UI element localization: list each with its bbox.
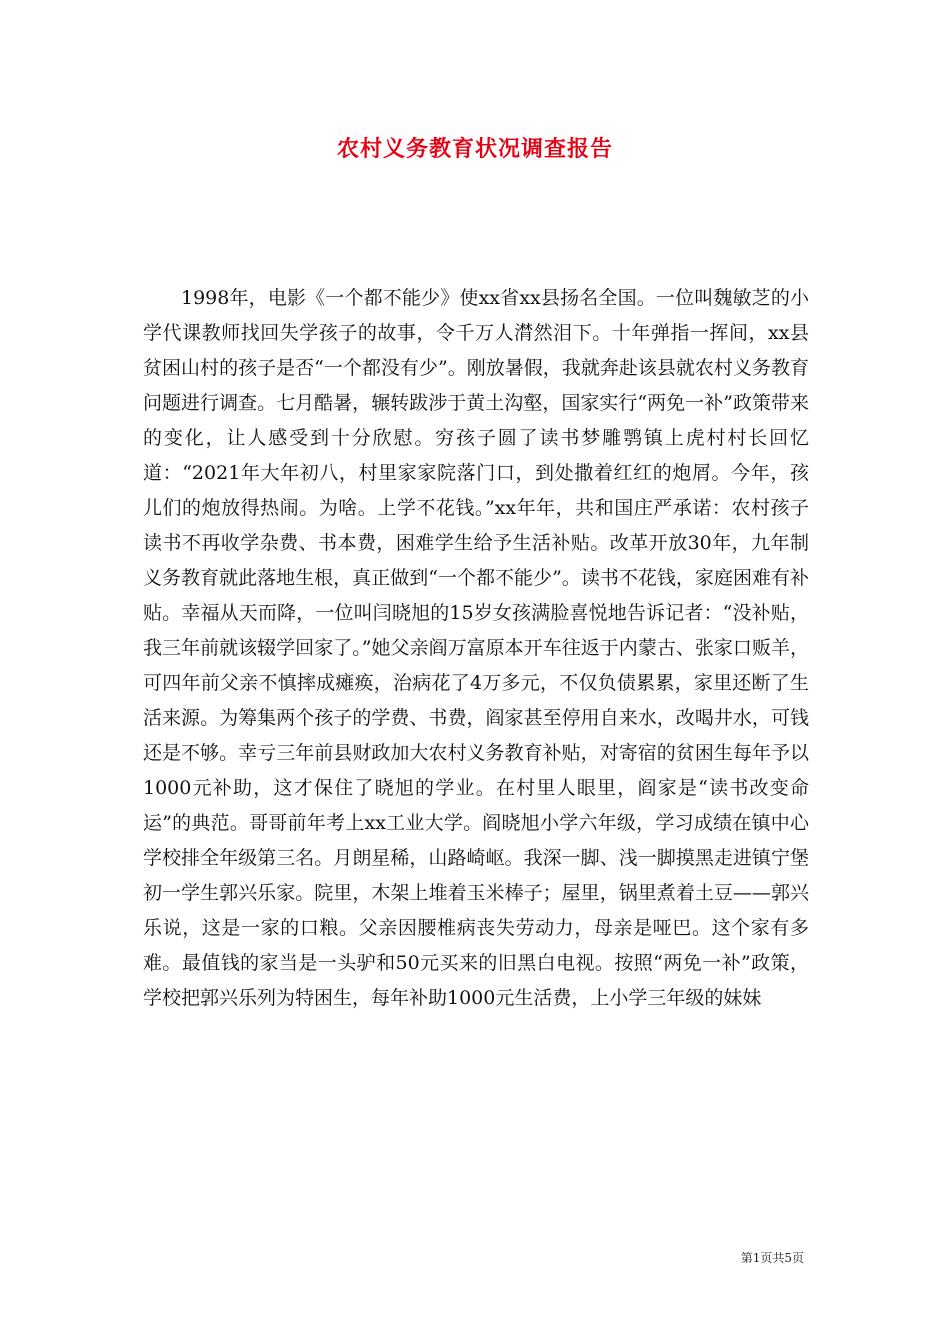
page-number: 第1页共5页	[740, 1251, 804, 1265]
body-paragraph: 1998年，电影《一个都不能少》使xx省xx县扬名全国。一位叫魏敏芝的小学代课教师找回失学孩子的故事，令千万人潸然泪下。十年弹指一挥间，xx县贫困山村的孩子是否“一个都没有少”。刚放暑假，我就奔赴该县就农村义务教育问题进行调查。七月酷暑，辗转跋涉于黄土沟壑，国家实行“两免一补”政策带来的变化，让人感受到十分欣慰。穷孩子圆了读书梦雕鹗镇上虎村村长回忆道：“2021年大年初八，村里家家院落门口，到处撒着红红的炮屑。今年，孩儿们的炮放得热闹。为啥。上学不花钱。”xx年年，共和国庄严承诺：农村孩子读书不再收学杂费、书本费，困难学生给予生活补贴。改革开放30年，九年制义务教育就此落地生根，真正做到“一个都不能少”。读书不花钱，家庭困难有补贴。幸福从天而降，一位叫闫晓旭的15岁女孩满脸喜悦地告诉记者：“没补贴，我三年前就该辍学回家了。”她父亲阎万富原本开车往返于内蒙古、张家口贩羊，可四年前父亲不慎摔成瘫痪，治病花了4万多元，不仅负债累累，家里还断了生活来源。为筹集两个孩子的学费、书费，阎家甚至停用自来水，改喝井水，可钱还是不够。幸亏三年前县财政加大农村义务教育补贴，对寄宿的贫困生每年予以1000元补助，这才保住了晓旭的学业。在村里人眼里，阎家是“读书改变命运”的典范。哥哥前年考上xx工业大学。阎晓旭小学六年级，学习成绩在镇中心学校排全年级第三名。月朗星稀，山路崎岖。我深一脚、浅一脚摸黑走进镇宁堡初一学生郭兴乐家。院里，木架上堆着玉米棒子；屋里，锅里煮着土豆——郭兴乐说，这是一家的口粮。父亲因腰椎病丧失劳动力，母亲是哑巴。这个家有多难。最值钱的家当是一头驴和50元买来的旧黑白电视。按照“两免一补”政策，学校把郭兴乐列为特困生，每年补助1000元生活费，上小学三年级的妹妹	[143, 287, 809, 1009]
page-title: 农村义务教育状况调查报告	[336, 136, 613, 162]
